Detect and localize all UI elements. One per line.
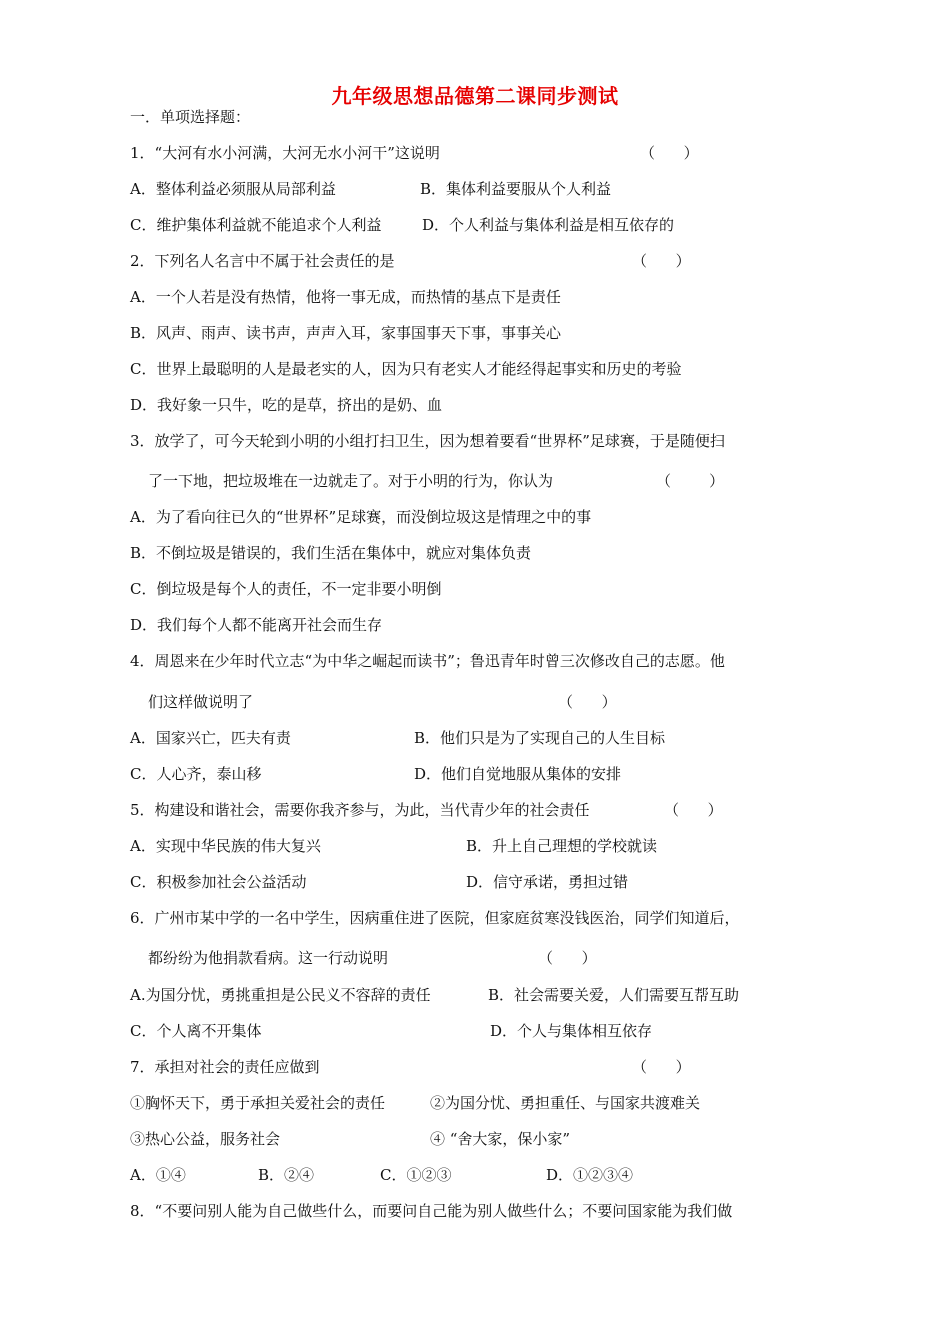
question-4-option-c: C．人心齐，泰山移	[130, 765, 262, 783]
question-5-answer-blank: （ ）	[664, 801, 723, 819]
question-3-option-c: C．倒垃圾是每个人的责任，不一定非要小明倒	[130, 580, 442, 598]
question-1-option-b: B．集体利益要服从个人利益	[420, 180, 612, 198]
question-7-option-c: C．①②③	[380, 1166, 452, 1184]
question-4-stem-continued: 们这样做说明了	[148, 693, 254, 711]
question-3-stem: 3．放学了，可今天轮到小明的小组打扫卫生，因为想着要看“世界杯”足球赛，于是随便扫	[130, 432, 725, 450]
question-5-option-d: D．信守承诺，勇担过错	[466, 873, 629, 891]
question-8-stem: 8．“不要问别人能为自己做些什么，而要问自己能为别人做些什么；不要问国家能为我们做	[130, 1202, 733, 1220]
question-6-option-a: A.为国分忧，勇挑重担是公民义不容辞的责任	[130, 986, 431, 1004]
question-6-answer-blank: （ ）	[538, 949, 597, 967]
question-4-answer-blank: （ ）	[558, 693, 617, 711]
question-2-stem: 2．下列名人名言中不属于社会责任的是	[130, 252, 395, 270]
question-1-option-d: D．个人利益与集体利益是相互依存的	[422, 216, 675, 234]
question-7-item-2: ②为国分忧、勇担重任、与国家共渡难关	[430, 1094, 701, 1112]
question-3-answer-blank: （ ）	[656, 472, 725, 490]
question-7-item-3: ③热心公益，服务社会	[130, 1130, 281, 1148]
question-3-option-a: A．为了看向往已久的“世界杯”足球赛，而没倒垃圾这是情理之中的事	[130, 508, 592, 526]
question-3-option-d: D．我们每个人都不能离开社会而生存	[130, 616, 383, 634]
question-5-option-a: A．实现中华民族的伟大复兴	[130, 837, 321, 855]
question-1-option-c: C．维护集体利益就不能追求个人利益	[130, 216, 382, 234]
question-1-option-a: A．整体利益必须服从局部利益	[130, 180, 336, 198]
question-2-option-b: B．风声、雨声、读书声，声声入耳，家事国事天下事，事事关心	[130, 324, 562, 342]
question-3-stem-continued: 了一下地，把垃圾堆在一边就走了。对于小明的行为，你认为	[148, 472, 554, 490]
question-4-option-b: B．他们只是为了实现自己的人生目标	[414, 729, 666, 747]
question-6-option-d: D．个人与集体相互依存	[490, 1022, 653, 1040]
question-2-option-a: A．一个人若是没有热情，他将一事无成，而热情的基点下是责任	[130, 288, 561, 306]
question-7-option-a: A．①④	[130, 1166, 186, 1184]
question-4-option-a: A．国家兴亡，匹夫有责	[130, 729, 291, 747]
page-title: 九年级思想品德第二课同步测试	[331, 84, 619, 108]
question-6-stem: 6．广州市某中学的一名中学生，因病重住进了医院，但家庭贫寒没钱医治，同学们知道后，	[130, 909, 740, 927]
question-1-answer-blank: （ ）	[640, 144, 699, 162]
question-6-stem-continued: 都纷纷为他捐款看病。这一行动说明	[148, 949, 389, 967]
question-6-option-b: B．社会需要关爱，人们需要互帮互助	[488, 986, 740, 1004]
question-5-stem: 5．构建设和谐社会，需要你我齐参与，为此，当代青少年的社会责任	[130, 801, 590, 819]
question-3-option-b: B．不倒垃圾是错误的，我们生活在集体中，就应对集体负责	[130, 544, 532, 562]
question-7-option-d: D．①②③④	[546, 1166, 634, 1184]
question-2-option-c: C．世界上最聪明的人是最老实的人，因为只有老实人才能经得起事实和历史的考验	[130, 360, 682, 378]
question-4-stem: 4．周恩来在少年时代立志“为中华之崛起而读书”；鲁迅青年时曾三次修改自己的志愿。他	[130, 652, 725, 670]
question-5-option-b: B．升上自己理想的学校就读	[466, 837, 658, 855]
question-7-item-1: ①胸怀天下，勇于承担关爱社会的责任	[130, 1094, 386, 1112]
question-1-stem: 1．“大河有水小河满，大河无水小河干”这说明	[130, 144, 440, 162]
question-2-option-d: D．我好象一只牛，吃的是草，挤出的是奶、血	[130, 396, 443, 414]
question-7-option-b: B．②④	[258, 1166, 315, 1184]
question-5-option-c: C．积极参加社会公益活动	[130, 873, 307, 891]
question-6-option-c: C．个人离不开集体	[130, 1022, 262, 1040]
question-4-option-d: D．他们自觉地服从集体的安排	[414, 765, 622, 783]
question-2-answer-blank: （ ）	[632, 252, 691, 270]
question-7-stem: 7．承担对社会的责任应做到	[130, 1058, 320, 1076]
question-7-item-4: ④ “舍大家，保小家”	[430, 1130, 571, 1148]
question-7-answer-blank: （ ）	[632, 1058, 691, 1076]
section-heading: 一．单项选择题：	[130, 108, 251, 126]
